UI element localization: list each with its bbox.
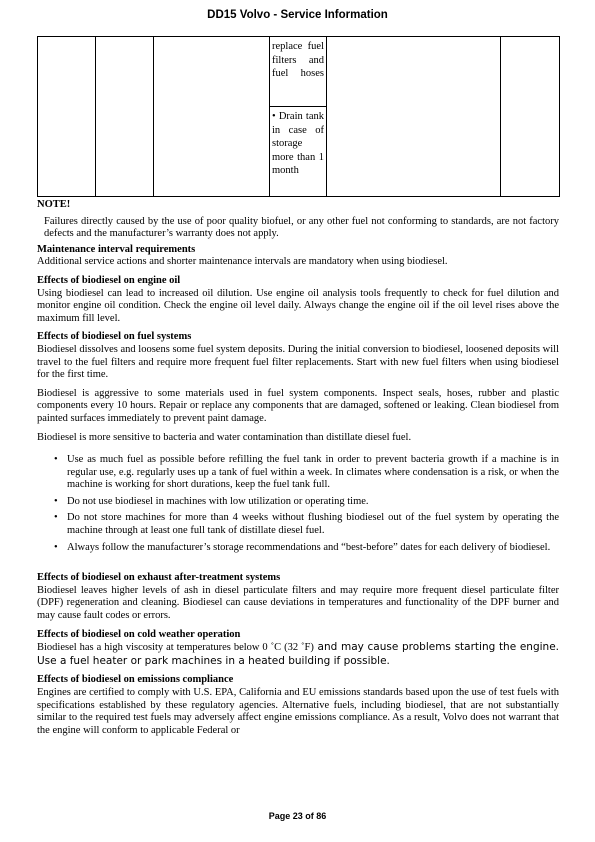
list-item-text: Do not store machines for more than 4 weeks without flushing biodiesel out of the fuel system by operating the machine through at least one full tank of distillate diesel fuel. xyxy=(67,512,559,537)
list-item xyxy=(54,495,559,509)
continued-table xyxy=(37,36,560,197)
page-number: Page 23 of 86 xyxy=(268,811,327,821)
list-item xyxy=(54,454,559,492)
section-maintenance xyxy=(37,244,559,269)
section-text: Biodiesel leaves higher levels of ash in diesel particulate filters and may require more frequent diesel particulate filter (DPF) regeneration and cleaning. Biodiesel can cause deviations in temperatures and functionality of the DPF burner and may cause fault codes or errors. xyxy=(37,584,559,622)
bullet-glyph: • xyxy=(54,454,58,466)
section-emissions xyxy=(37,674,559,737)
table-cell xyxy=(154,37,270,197)
section-engine-oil xyxy=(37,275,559,325)
table-cell-text: Drain tank in case of storage more than 1 month xyxy=(272,111,324,177)
table-cell xyxy=(270,107,327,197)
section-text: Additional service actions and shorter maintenance intervals are mandatory when using biodiesel. xyxy=(37,256,448,268)
section-text xyxy=(37,641,559,668)
section-heading: Maintenance interval requirements xyxy=(37,243,196,255)
section-heading: Effects of biodiesel on exhaust after-treatment systems xyxy=(37,572,281,584)
page-header-title: DD15 Volvo - Service Information xyxy=(207,9,388,21)
section-text: Engines are certified to comply with U.S. EPA, California and EU emissions standards based upon the use of test fuels with specifications established by these regulatory agencies. Alternative fuels, including biodiesel, that are not substantially similar to the required test fuels may adversely affect engine emissions compliance. As a result, Volvo does not warrant that the engine will conform to applicable Federal or xyxy=(37,687,559,736)
table-row xyxy=(38,37,560,107)
section-fuel-systems xyxy=(37,331,559,554)
section-heading: Effects of biodiesel on fuel systems xyxy=(37,331,192,343)
list-item xyxy=(54,541,559,555)
note-title: NOTE! xyxy=(37,199,71,210)
fuel-bullet-list xyxy=(37,454,559,554)
section-text: Biodiesel is aggressive to some materials used in fuel system components. Inspect seals, hoses, rubber and plastic components every 10 hours. Repair or replace any components that are damaged, softened or leaking. Clean biodiesel from painted surfaces immediately to prevent paint damage. xyxy=(37,387,559,424)
bullet-glyph: • xyxy=(54,541,58,553)
table-cell xyxy=(270,37,327,107)
section-text: Biodiesel dissolves and loosens some fuel system deposits. During the initial conversion to biodiesel, loosened deposits will travel to the fuel filters and require more frequent fuel filter replacements. Start with new fuel filters when using biodiesel for the first time. xyxy=(37,343,559,381)
section-text: Using biodiesel can lead to increased oil dilution. Use engine oil analysis tools frequently to check for fuel dilution and monitor engine oil condition. Check the engine oil level daily. Always change the engine oil if the oil level rises above the maximum fill level. xyxy=(37,287,559,324)
section-heading: Effects of biodiesel on cold weather operation xyxy=(37,628,241,640)
section-exhaust xyxy=(37,572,559,622)
list-item-text: Use as much fuel as possible before refilling the fuel tank in order to prevent bacteria growth if a machine is in regular use, e.g. regularly uses up a tank of fuel within a week. In climates where condensation is a risk, or when the machine is working for short durations, keep the fuel tank full. xyxy=(67,454,559,491)
main-content xyxy=(37,199,559,743)
section-text-start: Biodiesel has a high viscosity at temperatures below 0 ˚C (32 ˚F) xyxy=(37,642,314,654)
section-heading: Effects of biodiesel on engine oil xyxy=(37,274,181,286)
table-bullet: • xyxy=(272,111,276,122)
list-item-text: Do not use biodiesel in machines with low utilization or operating time. xyxy=(67,495,369,507)
section-heading: Effects of biodiesel on emissions compliance xyxy=(37,674,234,686)
list-item xyxy=(54,512,559,537)
section-cold-weather xyxy=(37,629,559,669)
list-item-text: Always follow the manufacturer’s storage recommendations and “best-before” dates for each delivery of biodiesel. xyxy=(67,541,551,553)
bullet-glyph: • xyxy=(54,512,58,524)
section-text: Biodiesel is more sensitive to bacteria and water contamination than distillate diesel fuel. xyxy=(37,431,412,443)
table-cell xyxy=(38,37,96,197)
note-text: Failures directly caused by the use of poor quality biofuel, or any other fuel not conforming to standards, are not factory defects and the manufacturer’s warranty does not apply. xyxy=(44,215,559,240)
table-cell-text: replace fuel filters and fuel hoses xyxy=(272,41,324,80)
section-text-end: and may cause problems starting the engine. Use a fuel heater or park machines in a heated building if possible. xyxy=(37,641,559,667)
table-cell xyxy=(96,37,154,197)
table-cell xyxy=(327,37,501,197)
bullet-glyph: • xyxy=(54,495,58,507)
table-cell xyxy=(501,37,560,197)
